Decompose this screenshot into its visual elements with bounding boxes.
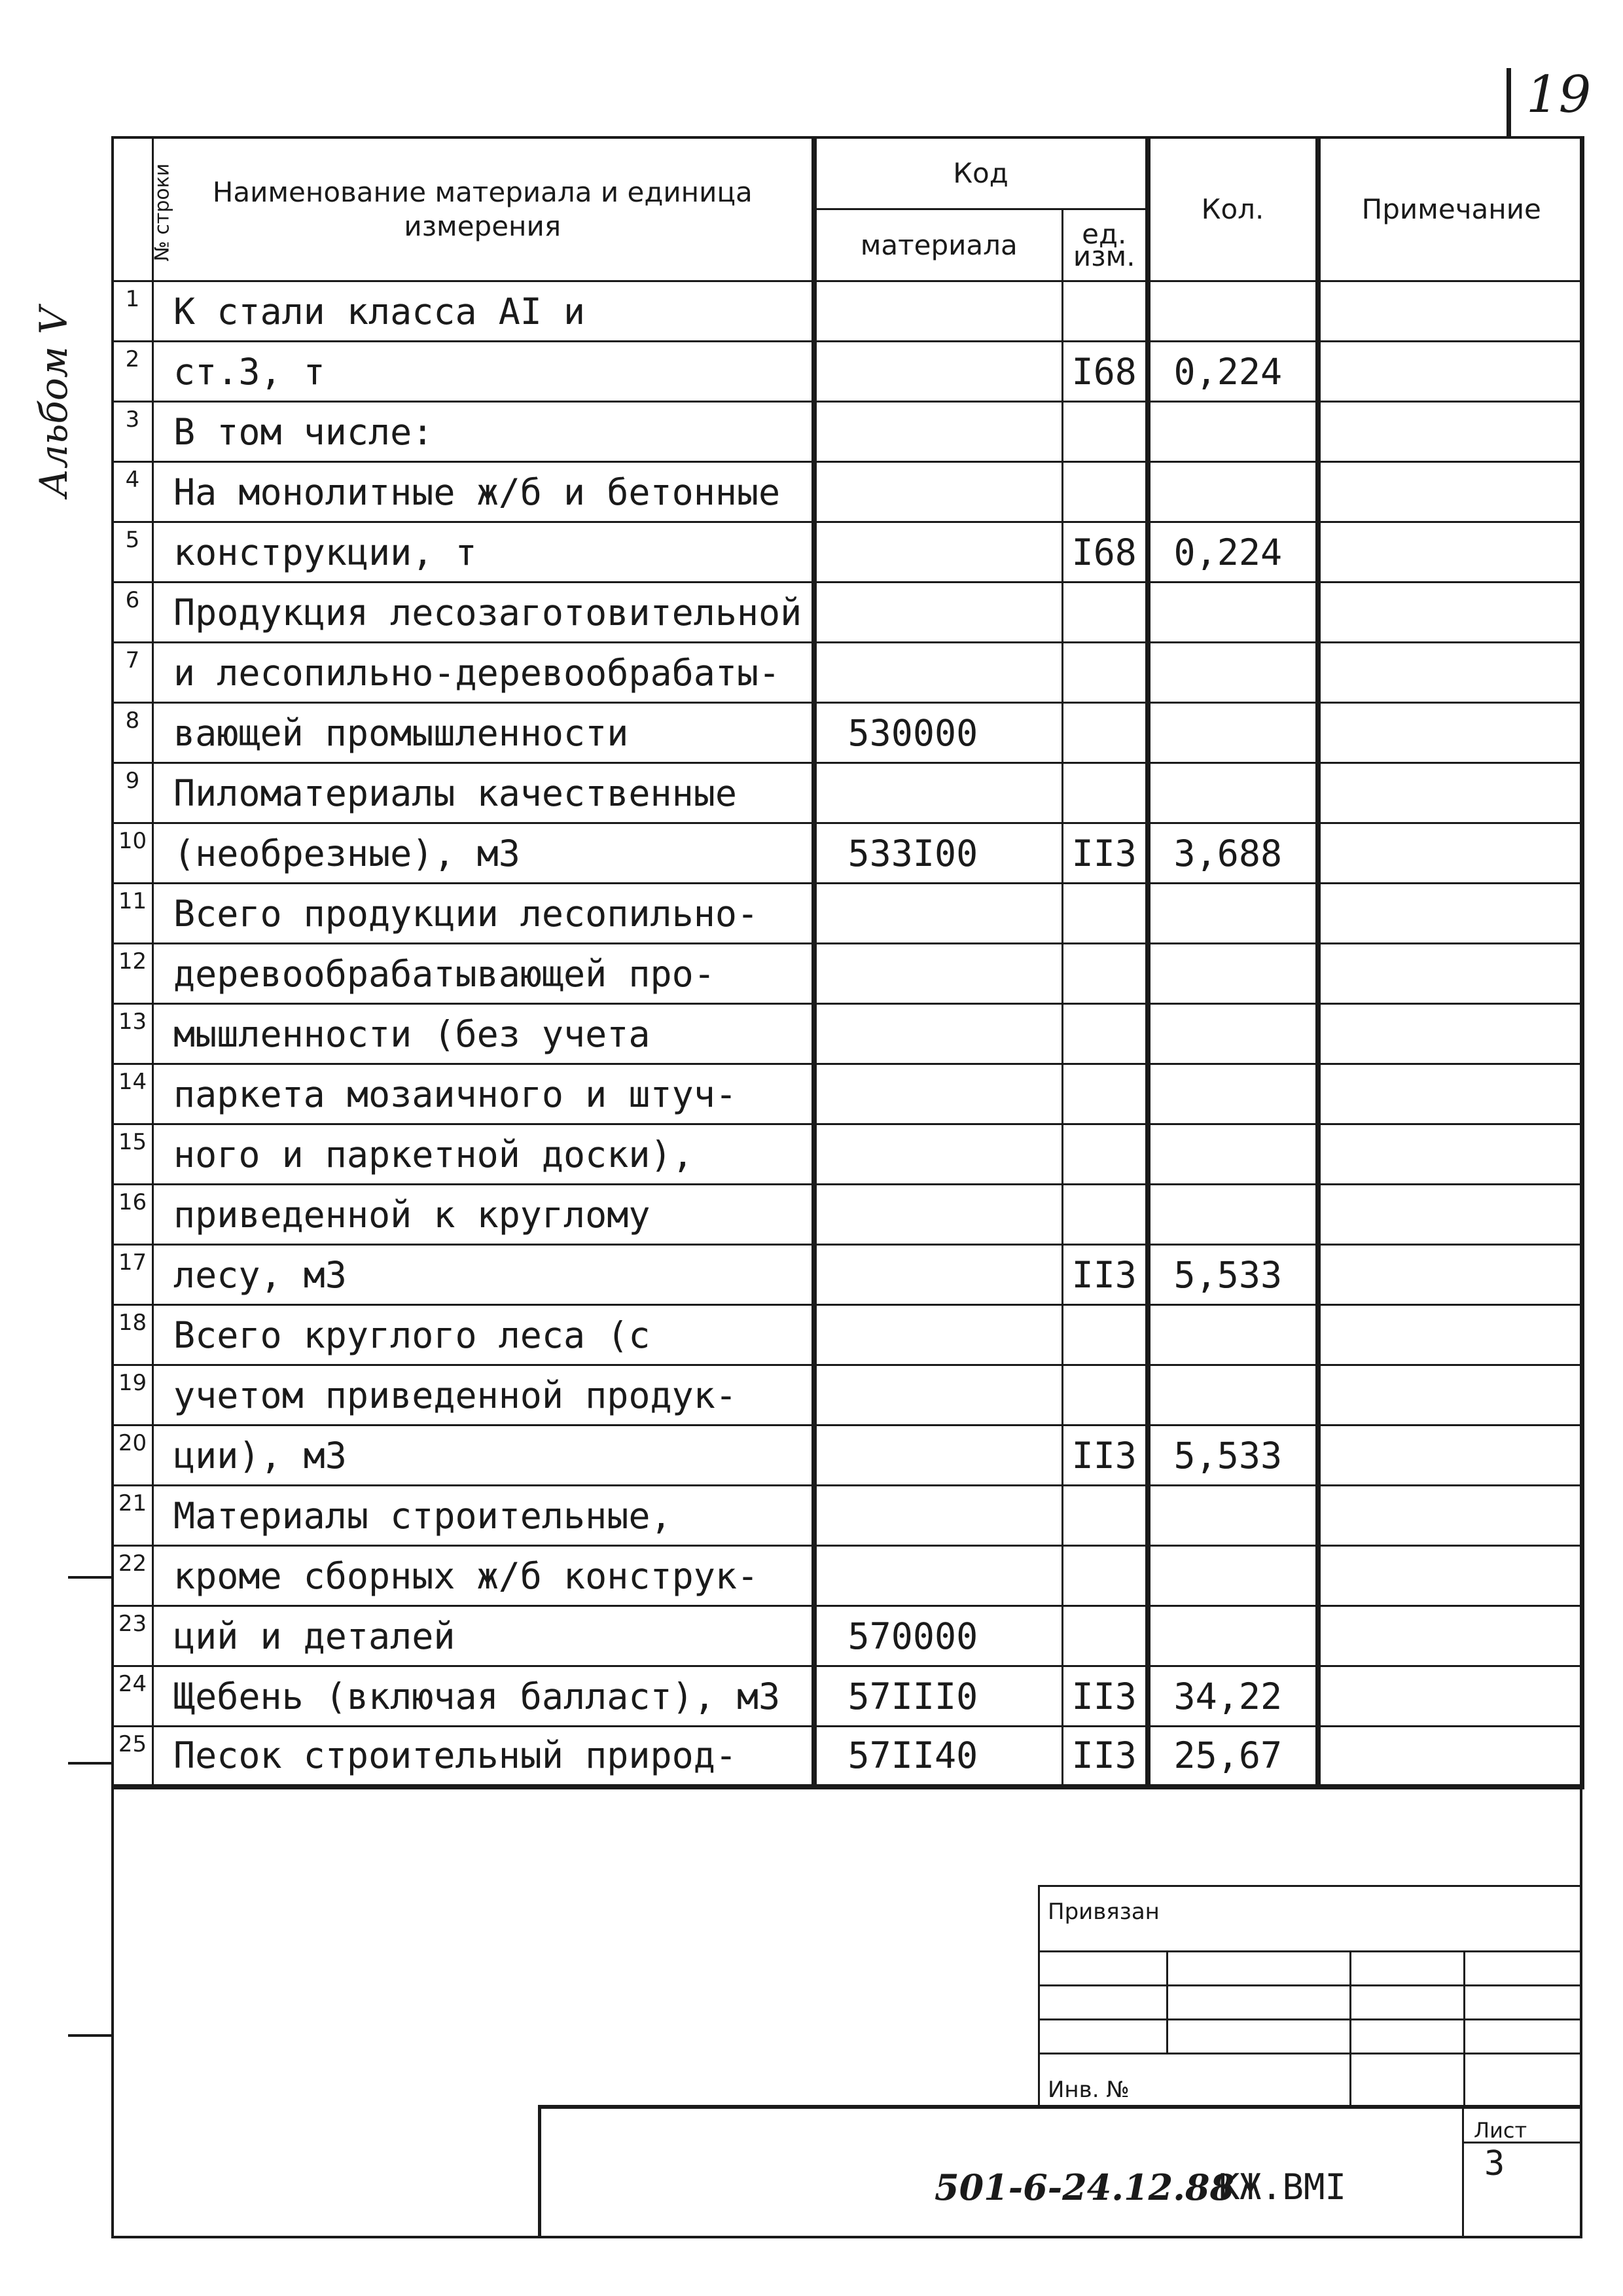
material-code <box>814 281 1063 342</box>
material-name: Пиломатериалы качественные <box>153 763 814 823</box>
row-number: 8 <box>113 703 153 763</box>
margin-tick <box>68 1576 111 1579</box>
material-name: учетом приведенной продук- <box>153 1365 814 1426</box>
quantity: 0,224 <box>1148 522 1318 583</box>
unit-code: I68 <box>1063 342 1148 402</box>
note <box>1318 522 1584 583</box>
table-row <box>113 1064 1584 1124</box>
row-number: 4 <box>113 462 153 522</box>
note <box>1318 402 1584 462</box>
material-name: Всего круглого леса (с <box>153 1305 814 1365</box>
header-row-num: № строки <box>113 137 153 281</box>
row-number: 18 <box>113 1305 153 1365</box>
quantity: 0,224 <box>1148 342 1318 402</box>
unit-code <box>1063 1486 1148 1546</box>
row-number: 13 <box>113 1004 153 1064</box>
album-label: Альбом V <box>31 306 76 497</box>
material-code <box>814 884 1063 944</box>
row-number: 17 <box>113 1245 153 1305</box>
table-row <box>113 1606 1584 1666</box>
unit-code: II3 <box>1063 1245 1148 1305</box>
header-code-group: Код <box>814 137 1148 209</box>
quantity <box>1148 703 1318 763</box>
quantity <box>1148 1064 1318 1124</box>
unit-code <box>1063 281 1148 342</box>
stamp-line <box>1349 1950 1351 2105</box>
material-name: конструкции, т <box>153 522 814 583</box>
header-unit: ед. изм. <box>1063 209 1148 281</box>
material-name: Материалы строительные, <box>153 1486 814 1546</box>
quantity: 25,67 <box>1148 1727 1318 1787</box>
row-number: 7 <box>113 643 153 703</box>
material-code: 570000 <box>814 1606 1063 1666</box>
quantity <box>1148 1546 1318 1606</box>
note <box>1318 1004 1584 1064</box>
material-name: (необрезные), м3 <box>153 823 814 884</box>
note <box>1318 1727 1584 1787</box>
note <box>1318 583 1584 643</box>
note <box>1318 643 1584 703</box>
material-name: Всего продукции лесопильно- <box>153 884 814 944</box>
quantity <box>1148 1606 1318 1666</box>
table-row <box>113 763 1584 823</box>
material-name: Продукция лесозаготовительной <box>153 583 814 643</box>
table-row <box>113 1486 1584 1546</box>
row-number: 22 <box>113 1546 153 1606</box>
unit-code <box>1063 884 1148 944</box>
material-code <box>814 522 1063 583</box>
note <box>1318 342 1584 402</box>
material-name: мышленности (без учета <box>153 1004 814 1064</box>
header-name: Наименование материала и единица измерения <box>153 137 814 281</box>
material-name: вающей промышленности <box>153 703 814 763</box>
note <box>1318 944 1584 1004</box>
stamp-line <box>1166 1950 1168 2053</box>
table-row <box>113 342 1584 402</box>
quantity: 5,533 <box>1148 1245 1318 1305</box>
material-name: ст.3, т <box>153 342 814 402</box>
linked-label: Привязан <box>1048 1899 1160 1925</box>
row-number: 15 <box>113 1124 153 1185</box>
row-number: 9 <box>113 763 153 823</box>
quantity <box>1148 884 1318 944</box>
note <box>1318 1606 1584 1666</box>
note <box>1318 462 1584 522</box>
material-code <box>814 402 1063 462</box>
table-row <box>113 1365 1584 1426</box>
unit-code: I68 <box>1063 522 1148 583</box>
unit-code <box>1063 1004 1148 1064</box>
table-row <box>113 1185 1584 1245</box>
linked-stamp <box>1038 1885 1582 2105</box>
material-code <box>814 1245 1063 1305</box>
note <box>1318 1666 1584 1727</box>
quantity <box>1148 402 1318 462</box>
note <box>1318 763 1584 823</box>
material-name: деревообрабатывающей про- <box>153 944 814 1004</box>
note <box>1318 281 1584 342</box>
header-qty: Кол. <box>1148 137 1318 281</box>
quantity: 34,22 <box>1148 1666 1318 1727</box>
row-number: 16 <box>113 1185 153 1245</box>
material-code <box>814 1546 1063 1606</box>
note <box>1318 703 1584 763</box>
row-number: 21 <box>113 1486 153 1546</box>
unit-code: II3 <box>1063 1426 1148 1486</box>
material-name: и лесопильно-деревообрабаты- <box>153 643 814 703</box>
material-code <box>814 763 1063 823</box>
quantity <box>1148 763 1318 823</box>
materials-table <box>111 136 1584 1789</box>
unit-code <box>1063 1606 1148 1666</box>
inv-no-label: Инв. № <box>1048 2077 1130 2103</box>
material-code <box>814 1426 1063 1486</box>
table-body <box>113 281 1584 1787</box>
unit-code: II3 <box>1063 1666 1148 1727</box>
stamp-line <box>1463 1950 1465 2105</box>
row-number: 19 <box>113 1365 153 1426</box>
quantity <box>1148 1486 1318 1546</box>
material-code <box>814 1365 1063 1426</box>
row-number: 24 <box>113 1666 153 1727</box>
material-name: В том числе: <box>153 402 814 462</box>
page-number: 19 <box>1526 65 1592 124</box>
note <box>1318 1546 1584 1606</box>
note <box>1318 823 1584 884</box>
material-name: паркета мозаичного и штуч- <box>153 1064 814 1124</box>
row-number: 3 <box>113 402 153 462</box>
material-code <box>814 342 1063 402</box>
quantity <box>1148 1004 1318 1064</box>
material-code <box>814 1064 1063 1124</box>
row-number: 20 <box>113 1426 153 1486</box>
title-block-divider <box>1462 2105 1464 2238</box>
margin-tick <box>68 1762 111 1765</box>
unit-code: II3 <box>1063 823 1148 884</box>
table-row <box>113 823 1584 884</box>
table-row <box>113 281 1584 342</box>
quantity <box>1148 944 1318 1004</box>
material-name: ного и паркетной доски), <box>153 1124 814 1185</box>
unit-code: II3 <box>1063 1727 1148 1787</box>
note <box>1318 1245 1584 1305</box>
row-number: 23 <box>113 1606 153 1666</box>
table-row <box>113 1426 1584 1486</box>
table-row <box>113 462 1584 522</box>
material-code <box>814 944 1063 1004</box>
material-name: К стали класса AI и <box>153 281 814 342</box>
quantity <box>1148 281 1318 342</box>
note <box>1318 884 1584 944</box>
material-code <box>814 643 1063 703</box>
unit-code <box>1063 703 1148 763</box>
unit-code <box>1063 402 1148 462</box>
table-row <box>113 402 1584 462</box>
table-row <box>113 1727 1584 1787</box>
material-code: 57II40 <box>814 1727 1063 1787</box>
header-note: Примечание <box>1318 137 1584 281</box>
table-row <box>113 944 1584 1004</box>
quantity <box>1148 1124 1318 1185</box>
table-row <box>113 1245 1584 1305</box>
unit-code <box>1063 1124 1148 1185</box>
unit-code <box>1063 643 1148 703</box>
stamp-line <box>1038 1950 1582 1952</box>
doc-code: 501-6-24.12.88 <box>935 2166 1235 2208</box>
material-name: приведенной к круглому <box>153 1185 814 1245</box>
row-number: 2 <box>113 342 153 402</box>
table-row <box>113 1124 1584 1185</box>
quantity: 3,688 <box>1148 823 1318 884</box>
material-name: На монолитные ж/б и бетонные <box>153 462 814 522</box>
note <box>1318 1064 1584 1124</box>
unit-code <box>1063 1064 1148 1124</box>
material-code: 57III0 <box>814 1666 1063 1727</box>
quantity <box>1148 462 1318 522</box>
row-number: 5 <box>113 522 153 583</box>
note <box>1318 1486 1584 1546</box>
note <box>1318 1305 1584 1365</box>
row-number: 10 <box>113 823 153 884</box>
row-number: 1 <box>113 281 153 342</box>
table-row <box>113 884 1584 944</box>
stamp-line <box>1038 1984 1582 1986</box>
material-name: кроме сборных ж/б конструк- <box>153 1546 814 1606</box>
table-row <box>113 522 1584 583</box>
material-code <box>814 1124 1063 1185</box>
unit-code <box>1063 1305 1148 1365</box>
unit-code <box>1063 583 1148 643</box>
stamp-line <box>1038 2053 1582 2054</box>
material-name: Песок строительный природ- <box>153 1727 814 1787</box>
stamp-line <box>1038 2018 1582 2020</box>
sheet-number: 3 <box>1484 2144 1505 2183</box>
table-row <box>113 1546 1584 1606</box>
unit-code <box>1063 763 1148 823</box>
row-number: 12 <box>113 944 153 1004</box>
table-row <box>113 703 1584 763</box>
material-name: Щебень (включая балласт), м3 <box>153 1666 814 1727</box>
note <box>1318 1426 1584 1486</box>
unit-code <box>1063 1546 1148 1606</box>
table-row <box>113 1004 1584 1064</box>
margin-tick <box>68 2034 111 2037</box>
quantity <box>1148 1365 1318 1426</box>
unit-code <box>1063 944 1148 1004</box>
material-code <box>814 1185 1063 1245</box>
note <box>1318 1124 1584 1185</box>
material-code: 533I00 <box>814 823 1063 884</box>
material-code: 530000 <box>814 703 1063 763</box>
page-number-bar <box>1507 68 1511 139</box>
material-code <box>814 583 1063 643</box>
material-code <box>814 1004 1063 1064</box>
header-material: материала <box>814 209 1063 281</box>
note <box>1318 1185 1584 1245</box>
quantity <box>1148 1305 1318 1365</box>
material-name: ций и деталей <box>153 1606 814 1666</box>
unit-code <box>1063 1365 1148 1426</box>
unit-code <box>1063 1185 1148 1245</box>
quantity: 5,533 <box>1148 1426 1318 1486</box>
quantity <box>1148 643 1318 703</box>
quantity <box>1148 1185 1318 1245</box>
table-row <box>113 1305 1584 1365</box>
row-number: 11 <box>113 884 153 944</box>
material-name: лесу, м3 <box>153 1245 814 1305</box>
doc-mark: КЖ.ВМI <box>1219 2166 1347 2208</box>
row-number: 25 <box>113 1727 153 1787</box>
material-code <box>814 462 1063 522</box>
material-code <box>814 1486 1063 1546</box>
table-row <box>113 643 1584 703</box>
row-number: 14 <box>113 1064 153 1124</box>
material-name: ции), м3 <box>153 1426 814 1486</box>
row-number: 6 <box>113 583 153 643</box>
sheet-label: Лист <box>1474 2118 1527 2143</box>
material-code <box>814 1305 1063 1365</box>
unit-code <box>1063 462 1148 522</box>
note <box>1318 1365 1584 1426</box>
table-row <box>113 583 1584 643</box>
quantity <box>1148 583 1318 643</box>
table-row <box>113 1666 1584 1727</box>
